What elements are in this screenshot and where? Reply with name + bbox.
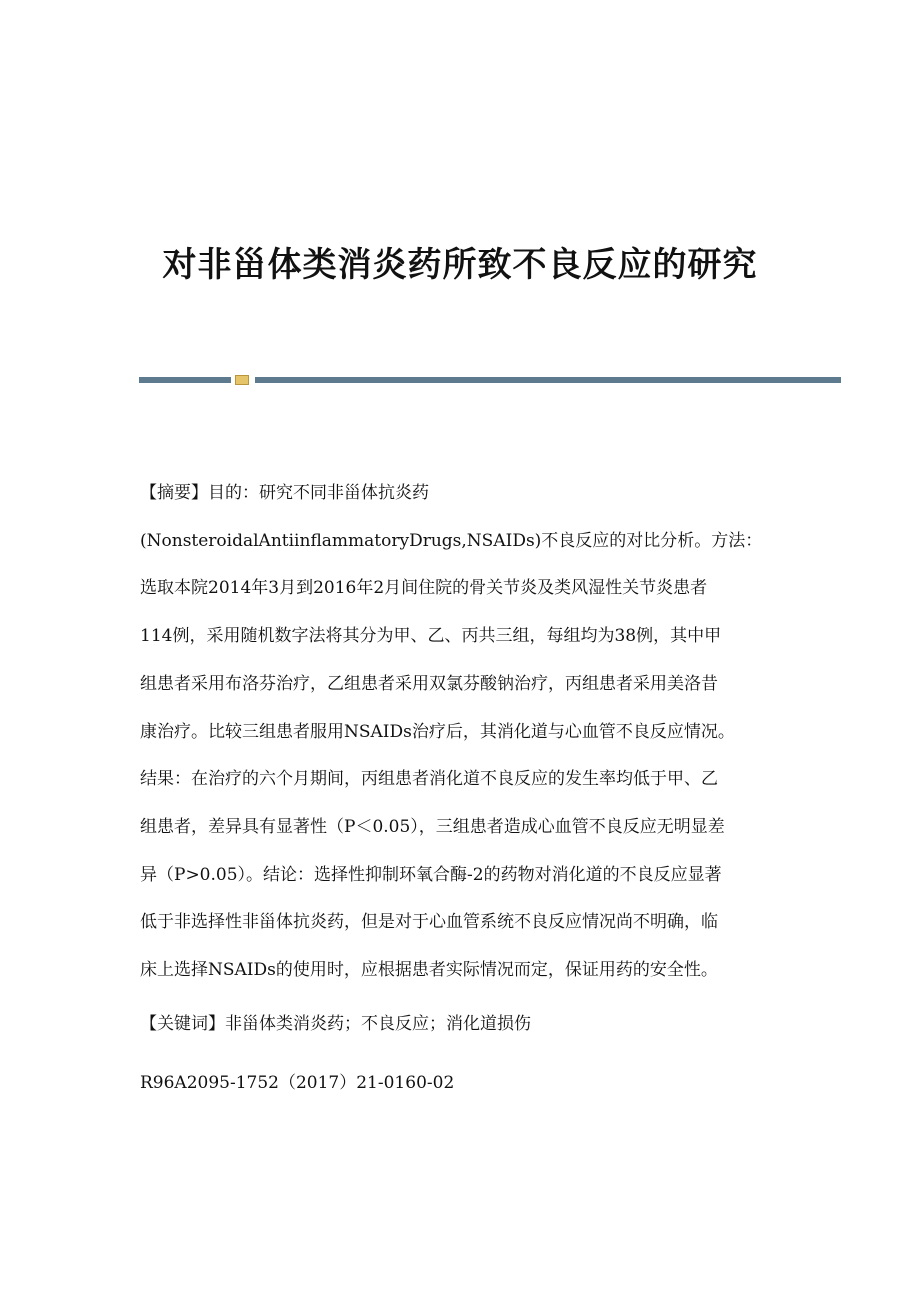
abstract-line: (NonsteroidalAntiinflammatoryDrugs,NSAIDs)不良反应的对比分析。方法：: [140, 530, 763, 551]
abstract-line: 低于非选择性非甾体抗炎药，但是对于心血管系统不良反应情况尚不明确，临: [140, 912, 718, 933]
title-divider: [139, 375, 841, 385]
divider-bar-left: [139, 377, 231, 383]
abstract-line: 【摘要】目的：研究不同非甾体抗炎药: [140, 483, 429, 503]
abstract-line: 结果：在治疗的六个月期间，丙组患者消化道不良反应的发生率均低于甲、乙: [140, 769, 718, 790]
abstract-line: 康治疗。比较三组患者服用NSAIDs治疗后，其消化道与心血管不良反应情况。: [140, 721, 735, 742]
divider-bar-right: [255, 377, 841, 383]
abstract-line: 组患者，差异具有显著性（P＜0.05），三组患者造成心血管不良反应无明显差: [140, 816, 725, 837]
document-title: 对非甾体类消炎药所致不良反应的研究: [162, 244, 758, 285]
abstract-line: 床上选择NSAIDs的使用时，应根据患者实际情况而定，保证用药的安全性。: [140, 960, 718, 981]
abstract-line: 异（P>0.05）。结论：选择性抑制环氧合酶-2的药物对消化道的不良反应显著: [140, 864, 722, 885]
abstract-line: 选取本院2014年3月到2016年2月间住院的骨关节炎及类风湿性关节炎患者: [140, 578, 708, 599]
divider-ornament-icon: [235, 375, 249, 385]
abstract-block: [140, 470, 785, 995]
abstract-line: 114例，采用随机数字法将其分为甲、乙、丙共三组，每组均为38例，其中甲: [140, 626, 722, 647]
classification-code: R96A2095-1752（2017）21-0160-02: [140, 1073, 455, 1093]
abstract-line: 组患者采用布洛芬治疗，乙组患者采用双氯芬酸钠治疗，丙组患者采用美洛昔: [140, 673, 718, 694]
keywords: 【关键词】非甾体类消炎药；不良反应；消化道损伤: [140, 1014, 531, 1034]
